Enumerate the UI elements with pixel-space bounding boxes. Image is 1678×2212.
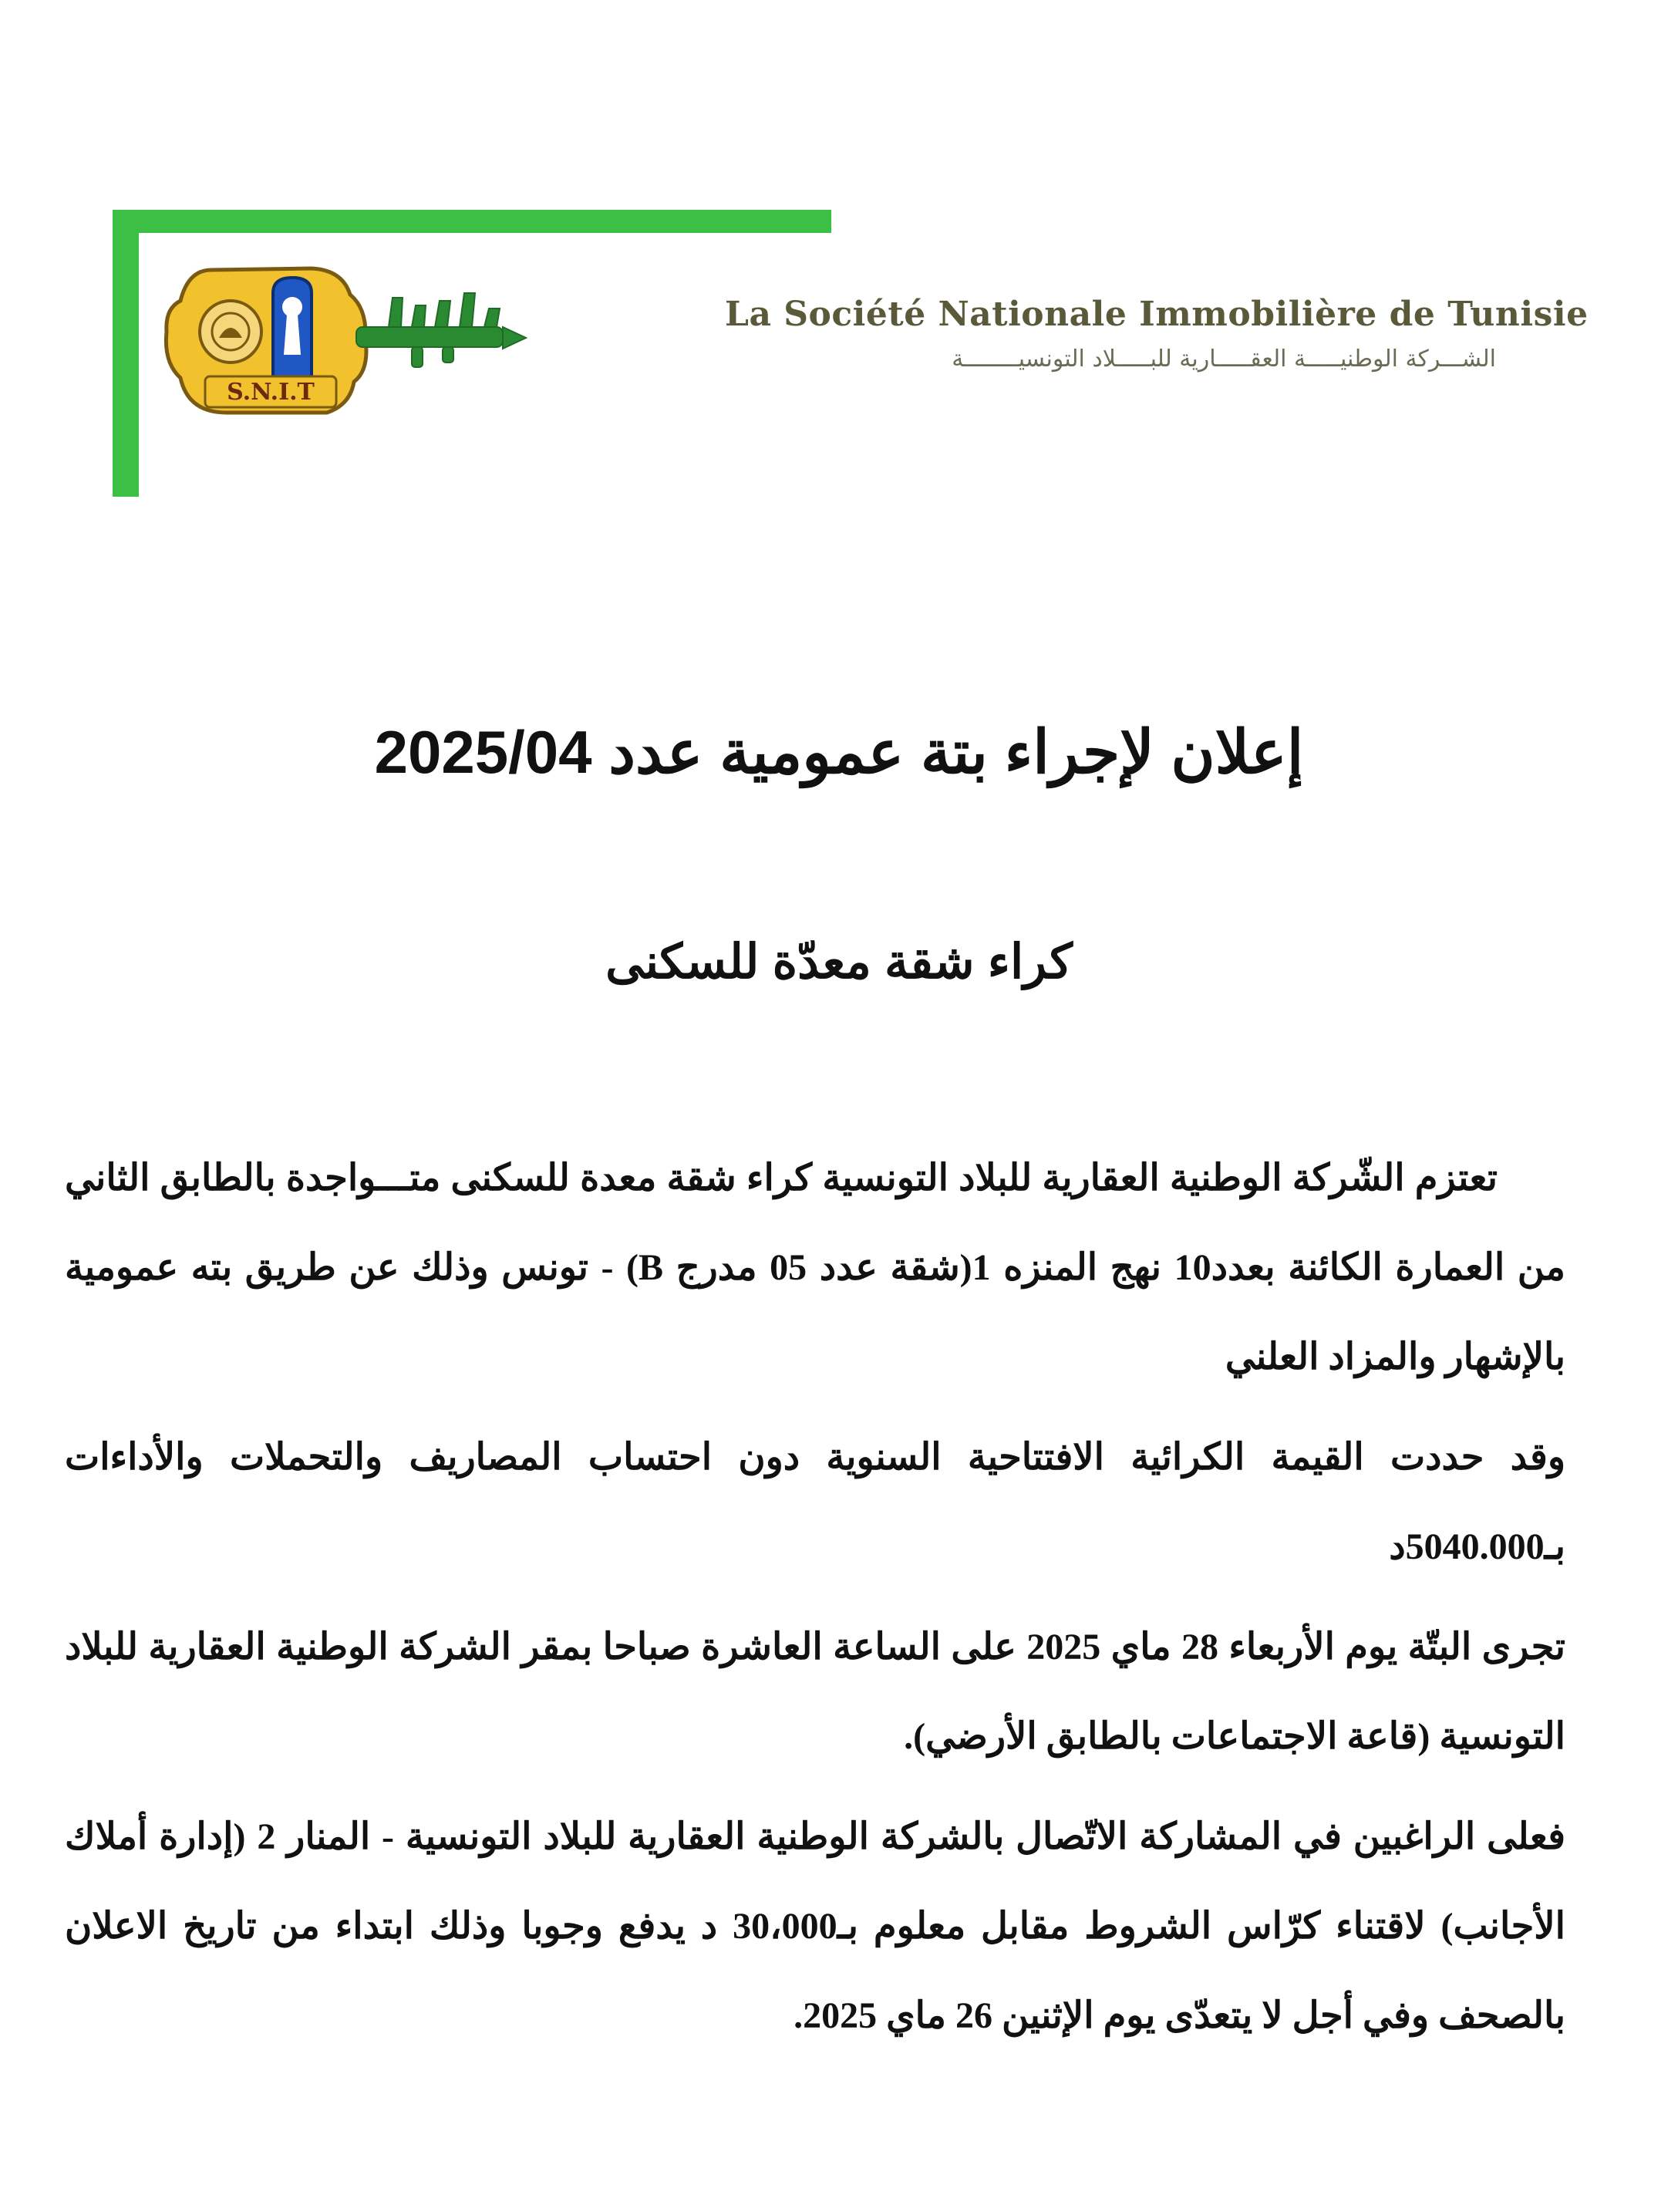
logo-frame-left-bar <box>113 210 139 497</box>
paragraph-intro: تعتزم الشّركة الوطنية العقارية للبلاد التونسية كراء شقة معدة للسكنى متـــواجدة بالطابق الثاني من العمارة الكائنة بعدد10 نهج المنزه 1(شقة عدد 05 مدرج B) - تونس وذلك عن طريق بته عمومية بالإشهار والمزاد العلني <box>65 1158 1566 1377</box>
key-shaft-icon <box>356 293 526 367</box>
logo-text: S.N.I.T <box>227 379 315 406</box>
logo-frame-top-bar <box>113 210 831 233</box>
paragraph-opening-price: وقد حددت القيمة الكرائية الافتتاحية السنوية دون احتساب المصاريف والتحملات والأداءات بـ5040.000د <box>65 1437 1565 1567</box>
announcement-subtitle: كراء شقة معدّة للسكنى <box>605 936 1073 989</box>
announcement-title: إعلان لإجراء بتة عمومية عدد 2025/04 <box>374 718 1304 786</box>
paragraph-participation: فعلى الراغبين في المشاركة الاتّصال بالشركة الوطنية العقارية للبلاد التونسية - المنار 2 (إدارة أملاك الأجانب) لاقتناء كرّاس الشروط مقابل معلوم بـ30،000 د يدفع وجوبا وذلك ابتداء من تاريخ الاعلان بالصحف وفي أجل لا يتعدّى يوم الإثنين 26 ماي 2025. <box>65 1816 1566 2036</box>
snit-logo <box>157 247 589 424</box>
announcement-body <box>65 1134 1565 2072</box>
keyhole-icon <box>273 278 312 378</box>
logo-frame <box>113 210 831 497</box>
paragraph-auction-date: تجرى البتّة يوم الأربعاء 28 ماي 2025 على الساعة العاشرة صباحا بمقر الشركة الوطنية العقارية للبلاد التونسية (قاعة الاجتماعات بالطابق الأرضي). <box>65 1627 1566 1757</box>
company-name-french: La Société Nationale Immobilière de Tunisie <box>725 295 1589 334</box>
company-name-arabic: الشـــركة الوطنيـــــة العقـــــارية للبـــــلاد التونسيــــــــة <box>952 346 1496 373</box>
